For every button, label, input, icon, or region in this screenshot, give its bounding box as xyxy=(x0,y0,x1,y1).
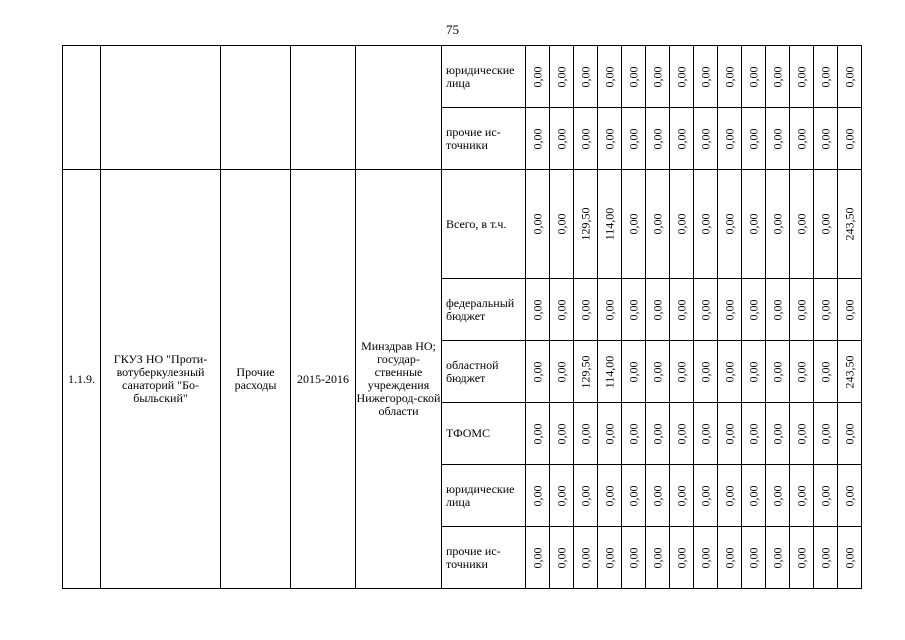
value-cell xyxy=(526,108,550,170)
value-cell xyxy=(766,341,790,403)
value-text: 0,00 xyxy=(770,361,784,382)
value-text: 0,00 xyxy=(674,299,688,320)
value-text: 0,00 xyxy=(722,299,736,320)
value-cell xyxy=(766,465,790,527)
value-cell xyxy=(718,108,742,170)
value-text: 0,00 xyxy=(818,547,832,568)
value-text: 0,00 xyxy=(650,213,664,235)
value-text: 0,00 xyxy=(674,485,688,506)
value-cell xyxy=(646,341,670,403)
value-cell xyxy=(526,279,550,341)
value-text: 0,00 xyxy=(554,213,568,235)
value-cell xyxy=(790,108,814,170)
value-text: 0,00 xyxy=(746,213,760,235)
value-text: 0,00 xyxy=(794,128,808,149)
value-cell xyxy=(742,279,766,341)
value-text: 0,00 xyxy=(698,485,712,506)
value-cell xyxy=(598,527,622,589)
value-text: 0,00 xyxy=(650,423,664,444)
value-cell xyxy=(838,108,862,170)
value-cell xyxy=(526,341,550,403)
value-text: 0,00 xyxy=(650,547,664,568)
value-text: 0,00 xyxy=(842,128,856,149)
value-cell xyxy=(766,108,790,170)
item-name: ГКУЗ НО "Проти-вотуберкулезный санаторий "Бо-быльский" xyxy=(101,170,221,589)
value-text: 0,00 xyxy=(530,213,544,235)
value-text: 0,00 xyxy=(674,66,688,87)
funding-source: юридические лица xyxy=(442,46,526,108)
value-text: 0,00 xyxy=(530,128,544,149)
value-text: 114,00 xyxy=(602,207,616,241)
value-text: 0,00 xyxy=(578,128,592,149)
value-text: 0,00 xyxy=(698,423,712,444)
value-text: 0,00 xyxy=(554,547,568,568)
value-text: 0,00 xyxy=(794,361,808,382)
value-text: 0,00 xyxy=(554,485,568,506)
value-cell xyxy=(646,46,670,108)
value-text: 0,00 xyxy=(818,128,832,149)
value-text: 0,00 xyxy=(770,485,784,506)
value-cell xyxy=(550,341,574,403)
value-text: 0,00 xyxy=(722,423,736,444)
item-name-cell xyxy=(101,46,221,170)
funding-source: Всего, в т.ч. xyxy=(442,170,526,279)
value-text: 0,00 xyxy=(746,128,760,149)
value-text: 0,00 xyxy=(770,128,784,149)
value-text: 114,00 xyxy=(602,355,616,388)
value-text: 0,00 xyxy=(674,547,688,568)
item-number: 1.1.9. xyxy=(63,170,101,589)
value-text: 0,00 xyxy=(698,213,712,235)
value-cell xyxy=(766,170,790,279)
value-text: 0,00 xyxy=(578,299,592,320)
value-cell xyxy=(718,465,742,527)
value-text: 0,00 xyxy=(626,485,640,506)
value-cell xyxy=(742,465,766,527)
value-text: 0,00 xyxy=(530,361,544,382)
value-cell xyxy=(670,108,694,170)
value-cell xyxy=(550,527,574,589)
value-cell xyxy=(814,341,838,403)
value-text: 0,00 xyxy=(530,299,544,320)
value-text: 0,00 xyxy=(698,361,712,382)
value-text: 0,00 xyxy=(554,128,568,149)
value-text: 0,00 xyxy=(794,213,808,235)
value-cell xyxy=(694,170,718,279)
value-text: 0,00 xyxy=(626,299,640,320)
value-cell xyxy=(742,108,766,170)
value-cell xyxy=(790,341,814,403)
value-text: 0,00 xyxy=(794,547,808,568)
value-cell xyxy=(526,46,550,108)
value-cell xyxy=(574,279,598,341)
value-cell xyxy=(526,527,550,589)
value-cell xyxy=(598,341,622,403)
value-cell xyxy=(694,403,718,465)
value-cell xyxy=(574,465,598,527)
value-text: 0,00 xyxy=(818,213,832,235)
period-cell xyxy=(291,46,356,170)
funding-source: юридические лица xyxy=(442,465,526,527)
value-cell xyxy=(742,527,766,589)
value-cell xyxy=(646,170,670,279)
value-cell xyxy=(550,46,574,108)
value-text: 0,00 xyxy=(626,66,640,87)
value-text: 0,00 xyxy=(674,213,688,235)
value-text: 0,00 xyxy=(770,423,784,444)
value-text: 0,00 xyxy=(818,485,832,506)
value-text: 0,00 xyxy=(674,128,688,149)
value-cell xyxy=(838,403,862,465)
value-text: 0,00 xyxy=(794,485,808,506)
value-cell xyxy=(646,527,670,589)
value-cell xyxy=(718,46,742,108)
value-text: 0,00 xyxy=(578,485,592,506)
funding-source: прочие ис-точники xyxy=(442,527,526,589)
value-cell xyxy=(550,465,574,527)
value-cell xyxy=(670,341,694,403)
value-text: 0,00 xyxy=(578,66,592,87)
value-text: 0,00 xyxy=(770,66,784,87)
value-text: 0,00 xyxy=(602,128,616,149)
value-cell xyxy=(814,46,838,108)
value-text: 0,00 xyxy=(698,547,712,568)
value-cell xyxy=(670,403,694,465)
value-cell xyxy=(574,170,598,279)
value-text: 0,00 xyxy=(674,361,688,382)
value-cell xyxy=(526,465,550,527)
value-text: 0,00 xyxy=(626,423,640,444)
value-text: 0,00 xyxy=(746,361,760,382)
value-text: 0,00 xyxy=(650,128,664,149)
value-cell xyxy=(718,279,742,341)
value-cell xyxy=(622,108,646,170)
value-cell xyxy=(814,170,838,279)
value-cell xyxy=(742,46,766,108)
value-cell xyxy=(598,108,622,170)
value-cell xyxy=(694,527,718,589)
value-cell xyxy=(670,527,694,589)
value-text: 0,00 xyxy=(554,423,568,444)
value-text: 0,00 xyxy=(674,423,688,444)
value-cell xyxy=(838,46,862,108)
value-text: 0,00 xyxy=(530,423,544,444)
value-cell xyxy=(622,170,646,279)
value-cell xyxy=(694,108,718,170)
value-cell xyxy=(670,465,694,527)
item-number-cell xyxy=(63,46,101,170)
value-cell xyxy=(814,403,838,465)
value-text: 0,00 xyxy=(650,299,664,320)
value-cell xyxy=(838,465,862,527)
value-text: 0,00 xyxy=(554,299,568,320)
funding-source: федеральный бюджет xyxy=(442,279,526,341)
value-text: 0,00 xyxy=(842,66,856,87)
value-text: 0,00 xyxy=(602,547,616,568)
value-text: 0,00 xyxy=(722,361,736,382)
value-text: 0,00 xyxy=(554,361,568,382)
value-cell xyxy=(670,46,694,108)
value-text: 0,00 xyxy=(746,299,760,320)
funding-source: областной бюджет xyxy=(442,341,526,403)
value-cell xyxy=(598,403,622,465)
value-cell xyxy=(838,170,862,279)
value-cell xyxy=(694,279,718,341)
value-text: 0,00 xyxy=(794,66,808,87)
value-text: 129,50 xyxy=(578,207,592,241)
value-text: 0,00 xyxy=(698,66,712,87)
value-text: 0,00 xyxy=(650,66,664,87)
value-cell xyxy=(550,403,574,465)
value-text: 0,00 xyxy=(530,547,544,568)
value-cell xyxy=(574,108,598,170)
value-cell xyxy=(718,170,742,279)
value-cell xyxy=(742,170,766,279)
value-cell xyxy=(814,465,838,527)
value-cell xyxy=(790,46,814,108)
value-cell xyxy=(598,46,622,108)
value-cell xyxy=(766,46,790,108)
value-cell xyxy=(694,465,718,527)
value-text: 0,00 xyxy=(818,66,832,87)
value-cell xyxy=(550,170,574,279)
value-cell xyxy=(622,279,646,341)
value-cell xyxy=(718,527,742,589)
value-text: 0,00 xyxy=(746,423,760,444)
value-text: 0,00 xyxy=(602,66,616,87)
value-cell xyxy=(550,279,574,341)
value-text: 0,00 xyxy=(842,547,856,568)
value-text: 0,00 xyxy=(626,361,640,382)
page-number: 75 xyxy=(446,22,459,37)
value-text: 0,00 xyxy=(794,423,808,444)
value-cell xyxy=(766,403,790,465)
value-cell xyxy=(718,341,742,403)
period: 2015-2016 xyxy=(291,170,356,589)
value-cell xyxy=(814,279,838,341)
value-cell xyxy=(598,170,622,279)
value-text: 0,00 xyxy=(818,423,832,444)
table-row xyxy=(63,170,862,279)
value-cell xyxy=(622,527,646,589)
value-cell xyxy=(646,108,670,170)
value-text: 0,00 xyxy=(770,299,784,320)
value-cell xyxy=(550,108,574,170)
value-cell xyxy=(526,170,550,279)
budget-table xyxy=(62,45,862,589)
value-text: 0,00 xyxy=(746,547,760,568)
value-cell xyxy=(790,465,814,527)
value-cell xyxy=(574,527,598,589)
value-cell xyxy=(790,279,814,341)
expense-type-cell xyxy=(221,46,291,170)
value-text: 0,00 xyxy=(722,485,736,506)
value-cell xyxy=(790,527,814,589)
value-text: 0,00 xyxy=(650,485,664,506)
value-text: 0,00 xyxy=(602,299,616,320)
value-cell xyxy=(622,46,646,108)
value-cell xyxy=(574,403,598,465)
value-text: 129,50 xyxy=(578,355,592,388)
value-cell xyxy=(574,46,598,108)
value-text: 0,00 xyxy=(722,547,736,568)
value-cell xyxy=(622,465,646,527)
value-text: 0,00 xyxy=(602,423,616,444)
value-text: 0,00 xyxy=(530,66,544,87)
value-text: 0,00 xyxy=(746,485,760,506)
value-text: 0,00 xyxy=(650,361,664,382)
funding-source: прочие ис-точники xyxy=(442,108,526,170)
table-row xyxy=(63,46,862,108)
value-cell xyxy=(814,527,838,589)
value-cell xyxy=(742,403,766,465)
value-cell xyxy=(814,108,838,170)
value-cell xyxy=(694,341,718,403)
value-cell xyxy=(838,279,862,341)
value-cell xyxy=(790,170,814,279)
value-text: 0,00 xyxy=(698,299,712,320)
value-cell xyxy=(694,46,718,108)
value-cell xyxy=(622,341,646,403)
value-text: 0,00 xyxy=(530,485,544,506)
value-text: 243,50 xyxy=(842,355,856,388)
value-text: 0,00 xyxy=(554,66,568,87)
value-cell xyxy=(838,341,862,403)
value-cell xyxy=(766,279,790,341)
value-text: 0,00 xyxy=(722,128,736,149)
value-cell xyxy=(766,527,790,589)
value-text: 0,00 xyxy=(626,213,640,235)
value-text: 0,00 xyxy=(842,485,856,506)
value-text: 0,00 xyxy=(698,128,712,149)
value-cell xyxy=(742,341,766,403)
executor-cell xyxy=(356,46,442,170)
value-text: 0,00 xyxy=(578,423,592,444)
value-text: 0,00 xyxy=(746,66,760,87)
value-cell xyxy=(670,170,694,279)
expense-type: Прочие расходы xyxy=(221,170,291,589)
value-text: 0,00 xyxy=(578,547,592,568)
value-cell xyxy=(598,465,622,527)
value-cell xyxy=(646,279,670,341)
value-text: 0,00 xyxy=(818,299,832,320)
funding-source: ТФОМС xyxy=(442,403,526,465)
executor: Минздрав НО; государ-ственные учреждения Нижегород-ской области xyxy=(356,170,442,589)
value-cell xyxy=(646,465,670,527)
value-text: 0,00 xyxy=(602,485,616,506)
value-cell xyxy=(574,341,598,403)
value-cell xyxy=(622,403,646,465)
value-cell xyxy=(838,527,862,589)
value-cell xyxy=(646,403,670,465)
value-text: 0,00 xyxy=(626,128,640,149)
value-text: 0,00 xyxy=(770,213,784,235)
value-cell xyxy=(718,403,742,465)
value-text: 0,00 xyxy=(818,361,832,382)
value-text: 243,50 xyxy=(842,207,856,241)
value-text: 0,00 xyxy=(626,547,640,568)
value-text: 0,00 xyxy=(842,423,856,444)
value-cell xyxy=(526,403,550,465)
value-text: 0,00 xyxy=(722,213,736,235)
value-cell xyxy=(598,279,622,341)
value-cell xyxy=(670,279,694,341)
value-text: 0,00 xyxy=(770,547,784,568)
value-text: 0,00 xyxy=(794,299,808,320)
value-text: 0,00 xyxy=(842,299,856,320)
value-cell xyxy=(790,403,814,465)
value-text: 0,00 xyxy=(722,66,736,87)
